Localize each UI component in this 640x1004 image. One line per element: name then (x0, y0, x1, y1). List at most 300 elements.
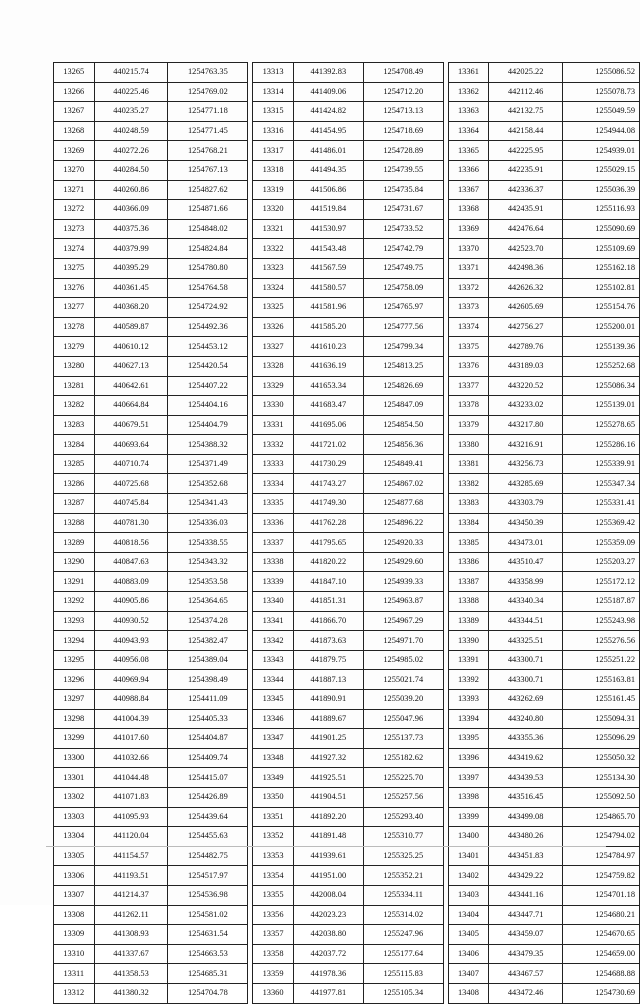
table-row (54, 650, 248, 670)
table-row (253, 866, 443, 886)
table-row (448, 670, 639, 690)
x-coordinate-cell: 443240.80 (489, 709, 563, 729)
point-number-cell: 13390 (448, 631, 489, 651)
point-number-cell: 13358 (253, 944, 294, 964)
y-coordinate-cell: 1255314.02 (363, 905, 443, 925)
x-coordinate-cell: 440375.36 (94, 219, 168, 239)
point-number-cell: 13327 (253, 337, 294, 357)
table-row (448, 709, 639, 729)
point-number-cell: 13397 (448, 768, 489, 788)
point-number-cell: 13392 (448, 670, 489, 690)
x-coordinate-cell: 443300.71 (489, 670, 563, 690)
x-coordinate-cell: 442025.22 (489, 63, 563, 83)
y-coordinate-cell: 1255049.59 (563, 102, 640, 122)
x-coordinate-cell: 442037.72 (293, 944, 363, 964)
table-row (448, 435, 639, 455)
y-coordinate-cell: 1255086.34 (563, 376, 640, 396)
x-coordinate-cell: 442626.32 (489, 278, 563, 298)
x-coordinate-cell: 441032.66 (94, 748, 168, 768)
point-number-cell: 13270 (54, 160, 95, 180)
x-coordinate-cell: 440642.61 (94, 376, 168, 396)
y-coordinate-cell: 1255090.69 (563, 219, 640, 239)
point-number-cell: 13373 (448, 298, 489, 318)
point-number-cell: 13301 (54, 768, 95, 788)
x-coordinate-cell: 441424.82 (293, 102, 363, 122)
x-coordinate-cell: 442008.04 (293, 885, 363, 905)
point-number-cell: 13336 (253, 513, 294, 533)
point-number-cell: 13377 (448, 376, 489, 396)
y-coordinate-cell: 1254730.69 (563, 983, 640, 1003)
table-row (54, 964, 248, 984)
point-number-cell: 13333 (253, 454, 294, 474)
point-number-cell: 13357 (253, 925, 294, 945)
point-number-cell: 13326 (253, 317, 294, 337)
point-number-cell: 13343 (253, 650, 294, 670)
x-coordinate-cell: 441977.81 (293, 983, 363, 1003)
table-row (448, 121, 639, 141)
table-row (448, 415, 639, 435)
y-coordinate-cell: 1254877.68 (363, 494, 443, 514)
point-number-cell: 13388 (448, 592, 489, 612)
point-number-cell: 13311 (54, 964, 95, 984)
point-number-cell: 13375 (448, 337, 489, 357)
point-number-cell: 13294 (54, 631, 95, 651)
point-number-cell: 13312 (54, 983, 95, 1003)
x-coordinate-cell: 440610.12 (94, 337, 168, 357)
table-row (54, 376, 248, 396)
point-number-cell: 13309 (54, 925, 95, 945)
table-row (253, 102, 443, 122)
x-coordinate-cell: 441567.59 (293, 258, 363, 278)
table-row (253, 690, 443, 710)
y-coordinate-cell: 1254426.89 (168, 787, 248, 807)
table-row (54, 690, 248, 710)
point-number-cell: 13293 (54, 611, 95, 631)
table-row (253, 337, 443, 357)
point-number-cell: 13324 (253, 278, 294, 298)
point-number-cell: 13359 (253, 964, 294, 984)
point-number-cell: 13276 (54, 278, 95, 298)
point-number-cell: 13398 (448, 787, 489, 807)
x-coordinate-cell: 441580.57 (293, 278, 363, 298)
table-row (253, 141, 443, 161)
x-coordinate-cell: 443256.73 (489, 454, 563, 474)
y-coordinate-cell: 1254867.02 (363, 474, 443, 494)
point-number-cell: 13268 (54, 121, 95, 141)
table-row (253, 415, 443, 435)
point-number-cell: 13303 (54, 807, 95, 827)
point-number-cell: 13344 (253, 670, 294, 690)
x-coordinate-cell: 441262.11 (94, 905, 168, 925)
y-coordinate-cell: 1254341.43 (168, 494, 248, 514)
table-row (253, 925, 443, 945)
point-number-cell: 13302 (54, 787, 95, 807)
point-number-cell: 13266 (54, 82, 95, 102)
x-coordinate-cell: 441866.70 (293, 611, 363, 631)
x-coordinate-cell: 443419.62 (489, 748, 563, 768)
x-coordinate-cell: 440988.84 (94, 690, 168, 710)
table-row (448, 298, 639, 318)
x-coordinate-cell: 441392.83 (293, 63, 363, 83)
point-number-cell: 13402 (448, 866, 489, 886)
x-coordinate-cell: 441506.86 (293, 180, 363, 200)
x-coordinate-cell: 443439.53 (489, 768, 563, 788)
point-number-cell: 13348 (253, 748, 294, 768)
y-coordinate-cell: 1254749.75 (363, 258, 443, 278)
table-row (54, 768, 248, 788)
y-coordinate-cell: 1254871.66 (168, 200, 248, 220)
table-row (448, 278, 639, 298)
x-coordinate-cell: 441890.91 (293, 690, 363, 710)
table-row (253, 650, 443, 670)
y-coordinate-cell: 1254409.74 (168, 748, 248, 768)
table-row (448, 572, 639, 592)
y-coordinate-cell: 1254713.13 (363, 102, 443, 122)
x-coordinate-cell: 440368.20 (94, 298, 168, 318)
point-number-cell: 13338 (253, 552, 294, 572)
x-coordinate-cell: 441892.20 (293, 807, 363, 827)
point-number-cell: 13288 (54, 513, 95, 533)
table-row (448, 944, 639, 964)
x-coordinate-cell: 440930.52 (94, 611, 168, 631)
x-coordinate-cell: 441749.30 (293, 494, 363, 514)
y-coordinate-cell: 1255039.20 (363, 690, 443, 710)
y-coordinate-cell: 1254405.33 (168, 709, 248, 729)
point-number-cell: 13315 (253, 102, 294, 122)
point-number-cell: 13393 (448, 690, 489, 710)
point-number-cell: 13284 (54, 435, 95, 455)
y-coordinate-cell: 1255139.36 (563, 337, 640, 357)
y-coordinate-cell: 1254364.65 (168, 592, 248, 612)
point-number-cell: 13335 (253, 494, 294, 514)
x-coordinate-cell: 443217.80 (489, 415, 563, 435)
y-coordinate-cell: 1255116.93 (563, 200, 640, 220)
table-row (448, 611, 639, 631)
x-coordinate-cell: 441071.83 (94, 787, 168, 807)
point-number-cell: 13308 (54, 905, 95, 925)
y-coordinate-cell: 1254352.68 (168, 474, 248, 494)
y-coordinate-cell: 1255161.45 (563, 690, 640, 710)
table-row (253, 82, 443, 102)
y-coordinate-cell: 1254963.87 (363, 592, 443, 612)
y-coordinate-cell: 1254771.45 (168, 121, 248, 141)
point-number-cell: 13316 (253, 121, 294, 141)
y-coordinate-cell: 1254777.56 (363, 317, 443, 337)
point-number-cell: 13364 (448, 121, 489, 141)
point-number-cell: 13378 (448, 396, 489, 416)
point-number-cell: 13334 (253, 474, 294, 494)
x-coordinate-cell: 441873.63 (293, 631, 363, 651)
y-coordinate-cell: 1255339.91 (563, 454, 640, 474)
x-coordinate-cell: 441454.95 (293, 121, 363, 141)
point-number-cell: 13295 (54, 650, 95, 670)
y-coordinate-cell: 1254404.79 (168, 415, 248, 435)
point-number-cell: 13313 (253, 63, 294, 83)
y-coordinate-cell: 1254763.35 (168, 63, 248, 83)
point-number-cell: 13325 (253, 298, 294, 318)
x-coordinate-cell: 440235.27 (94, 102, 168, 122)
x-coordinate-cell: 442112.46 (489, 82, 563, 102)
table-row (448, 160, 639, 180)
table-row (448, 200, 639, 220)
point-number-cell: 13347 (253, 729, 294, 749)
x-coordinate-cell: 443450.39 (489, 513, 563, 533)
point-number-cell: 13322 (253, 239, 294, 259)
x-coordinate-cell: 441337.67 (94, 944, 168, 964)
x-coordinate-cell: 440395.29 (94, 258, 168, 278)
table-row (54, 258, 248, 278)
y-coordinate-cell: 1254407.22 (168, 376, 248, 396)
x-coordinate-cell: 440215.74 (94, 63, 168, 83)
y-coordinate-cell: 1254411.09 (168, 690, 248, 710)
point-number-cell: 13380 (448, 435, 489, 455)
y-coordinate-cell: 1255078.73 (563, 82, 640, 102)
point-number-cell: 13292 (54, 592, 95, 612)
point-number-cell: 13265 (54, 63, 95, 83)
x-coordinate-cell: 443355.36 (489, 729, 563, 749)
y-coordinate-cell: 1255187.87 (563, 592, 640, 612)
y-coordinate-cell: 1254854.50 (363, 415, 443, 435)
x-coordinate-cell: 442132.75 (489, 102, 563, 122)
table-row (448, 866, 639, 886)
table-row (253, 611, 443, 631)
y-coordinate-cell: 1255310.77 (363, 827, 443, 847)
x-coordinate-cell: 441017.60 (94, 729, 168, 749)
y-coordinate-cell: 1254439.64 (168, 807, 248, 827)
point-number-cell: 13403 (448, 885, 489, 905)
x-coordinate-cell: 442789.76 (489, 337, 563, 357)
point-number-cell: 13396 (448, 748, 489, 768)
x-coordinate-cell: 443459.07 (489, 925, 563, 945)
point-number-cell: 13274 (54, 239, 95, 259)
point-number-cell: 13341 (253, 611, 294, 631)
x-coordinate-cell: 441380.32 (94, 983, 168, 1003)
table-row (448, 180, 639, 200)
x-coordinate-cell: 441486.01 (293, 141, 363, 161)
point-number-cell: 13317 (253, 141, 294, 161)
point-number-cell: 13329 (253, 376, 294, 396)
y-coordinate-cell: 1255257.56 (363, 787, 443, 807)
x-coordinate-cell: 440225.46 (94, 82, 168, 102)
table-row (253, 670, 443, 690)
table-row (448, 219, 639, 239)
y-coordinate-cell: 1254404.16 (168, 396, 248, 416)
x-coordinate-cell: 440781.30 (94, 513, 168, 533)
y-coordinate-cell: 1255334.11 (363, 885, 443, 905)
point-number-cell: 13365 (448, 141, 489, 161)
y-coordinate-cell: 1254733.52 (363, 219, 443, 239)
x-coordinate-cell: 441951.00 (293, 866, 363, 886)
point-number-cell: 13277 (54, 298, 95, 318)
point-number-cell: 13306 (54, 866, 95, 886)
x-coordinate-cell: 442235.91 (489, 160, 563, 180)
x-coordinate-cell: 441543.48 (293, 239, 363, 259)
y-coordinate-cell: 1254374.28 (168, 611, 248, 631)
y-coordinate-cell: 1254708.49 (363, 63, 443, 83)
x-coordinate-cell: 441610.23 (293, 337, 363, 357)
y-coordinate-cell: 1255047.96 (363, 709, 443, 729)
x-coordinate-cell: 441889.67 (293, 709, 363, 729)
y-coordinate-cell: 1254371.49 (168, 454, 248, 474)
table-row (448, 317, 639, 337)
x-coordinate-cell: 440745.84 (94, 494, 168, 514)
table-row (253, 572, 443, 592)
table-row (54, 670, 248, 690)
y-coordinate-cell: 1254780.80 (168, 258, 248, 278)
y-coordinate-cell: 1254704.78 (168, 983, 248, 1003)
page-bottom-rule (46, 846, 606, 847)
y-coordinate-cell: 1254765.97 (363, 298, 443, 318)
point-number-cell: 13346 (253, 709, 294, 729)
point-number-cell: 13391 (448, 650, 489, 670)
table-row (253, 905, 443, 925)
y-coordinate-cell: 1254847.09 (363, 396, 443, 416)
x-coordinate-cell: 442336.37 (489, 180, 563, 200)
x-coordinate-cell: 440284.50 (94, 160, 168, 180)
point-number-cell: 13345 (253, 690, 294, 710)
point-number-cell: 13318 (253, 160, 294, 180)
y-coordinate-cell: 1255352.21 (363, 866, 443, 886)
table-row (448, 454, 639, 474)
y-coordinate-cell: 1254739.55 (363, 160, 443, 180)
table-row (54, 180, 248, 200)
table-row (54, 82, 248, 102)
x-coordinate-cell: 442158.44 (489, 121, 563, 141)
x-coordinate-cell: 441519.84 (293, 200, 363, 220)
point-number-cell: 13389 (448, 611, 489, 631)
y-coordinate-cell: 1255200.01 (563, 317, 640, 337)
table-row (54, 787, 248, 807)
table-row (253, 298, 443, 318)
point-number-cell: 13280 (54, 356, 95, 376)
table-row (54, 866, 248, 886)
point-number-cell: 13385 (448, 533, 489, 553)
x-coordinate-cell: 440956.08 (94, 650, 168, 670)
y-coordinate-cell: 1254939.33 (363, 572, 443, 592)
point-number-cell: 13366 (448, 160, 489, 180)
point-number-cell: 13383 (448, 494, 489, 514)
x-coordinate-cell: 441904.51 (293, 787, 363, 807)
table-row (253, 474, 443, 494)
y-coordinate-cell: 1254769.02 (168, 82, 248, 102)
y-coordinate-cell: 1255092.50 (563, 787, 640, 807)
point-number-cell: 13387 (448, 572, 489, 592)
y-coordinate-cell: 1254701.18 (563, 885, 640, 905)
table-row (448, 513, 639, 533)
x-coordinate-cell: 443473.01 (489, 533, 563, 553)
x-coordinate-cell: 440248.59 (94, 121, 168, 141)
y-coordinate-cell: 1254735.84 (363, 180, 443, 200)
table-row (448, 846, 639, 866)
x-coordinate-cell: 440361.45 (94, 278, 168, 298)
point-number-cell: 13381 (448, 454, 489, 474)
x-coordinate-cell: 441193.51 (94, 866, 168, 886)
table-row (54, 827, 248, 847)
y-coordinate-cell: 1254848.02 (168, 219, 248, 239)
point-number-cell: 13404 (448, 905, 489, 925)
y-coordinate-cell: 1255154.76 (563, 298, 640, 318)
x-coordinate-cell: 441683.47 (293, 396, 363, 416)
table-row (54, 533, 248, 553)
x-coordinate-cell: 441901.25 (293, 729, 363, 749)
table-row (448, 885, 639, 905)
y-coordinate-cell: 1255094.31 (563, 709, 640, 729)
table-row (253, 513, 443, 533)
table-row (54, 200, 248, 220)
x-coordinate-cell: 443499.08 (489, 807, 563, 827)
y-coordinate-cell: 1254929.60 (363, 552, 443, 572)
x-coordinate-cell: 443510.47 (489, 552, 563, 572)
table-row (448, 376, 639, 396)
table-row (448, 102, 639, 122)
y-coordinate-cell: 1255137.73 (363, 729, 443, 749)
y-coordinate-cell: 1255325.25 (363, 846, 443, 866)
y-coordinate-cell: 1255177.64 (363, 944, 443, 964)
point-number-cell: 13342 (253, 631, 294, 651)
point-number-cell: 13321 (253, 219, 294, 239)
table-row (448, 650, 639, 670)
point-number-cell: 13356 (253, 905, 294, 925)
table-row (54, 905, 248, 925)
x-coordinate-cell: 441585.20 (293, 317, 363, 337)
table-row (448, 925, 639, 945)
table-row (253, 768, 443, 788)
table-row (253, 317, 443, 337)
y-coordinate-cell: 1255278.65 (563, 415, 640, 435)
y-coordinate-cell: 1255252.68 (563, 356, 640, 376)
point-number-cell: 13319 (253, 180, 294, 200)
y-coordinate-cell: 1254784.97 (563, 846, 640, 866)
y-coordinate-cell: 1254536.98 (168, 885, 248, 905)
point-number-cell: 13331 (253, 415, 294, 435)
x-coordinate-cell: 441762.28 (293, 513, 363, 533)
point-number-cell: 13307 (54, 885, 95, 905)
table-row (54, 513, 248, 533)
point-number-cell: 13372 (448, 278, 489, 298)
table-row (448, 787, 639, 807)
table-row (253, 258, 443, 278)
table-row (448, 141, 639, 161)
y-coordinate-cell: 1254712.20 (363, 82, 443, 102)
x-coordinate-cell: 443472.46 (489, 983, 563, 1003)
y-coordinate-cell: 1254742.79 (363, 239, 443, 259)
y-coordinate-cell: 1255276.56 (563, 631, 640, 651)
point-number-cell: 13353 (253, 846, 294, 866)
y-coordinate-cell: 1255369.42 (563, 513, 640, 533)
point-number-cell: 13272 (54, 200, 95, 220)
y-coordinate-cell: 1254517.97 (168, 866, 248, 886)
y-coordinate-cell: 1254338.55 (168, 533, 248, 553)
y-coordinate-cell: 1254631.54 (168, 925, 248, 945)
point-number-cell: 13283 (54, 415, 95, 435)
table-row (448, 258, 639, 278)
y-coordinate-cell: 1255050.32 (563, 748, 640, 768)
table-row (253, 121, 443, 141)
y-coordinate-cell: 1254767.13 (168, 160, 248, 180)
table-row (448, 63, 639, 83)
point-number-cell: 13370 (448, 239, 489, 259)
coordinate-table-block-2 (252, 62, 443, 1004)
x-coordinate-cell: 440379.99 (94, 239, 168, 259)
x-coordinate-cell: 441851.31 (293, 592, 363, 612)
x-coordinate-cell: 441695.06 (293, 415, 363, 435)
point-number-cell: 13286 (54, 474, 95, 494)
point-number-cell: 13330 (253, 396, 294, 416)
y-coordinate-cell: 1254404.87 (168, 729, 248, 749)
point-number-cell: 13395 (448, 729, 489, 749)
x-coordinate-cell: 443325.51 (489, 631, 563, 651)
point-number-cell: 13279 (54, 337, 95, 357)
